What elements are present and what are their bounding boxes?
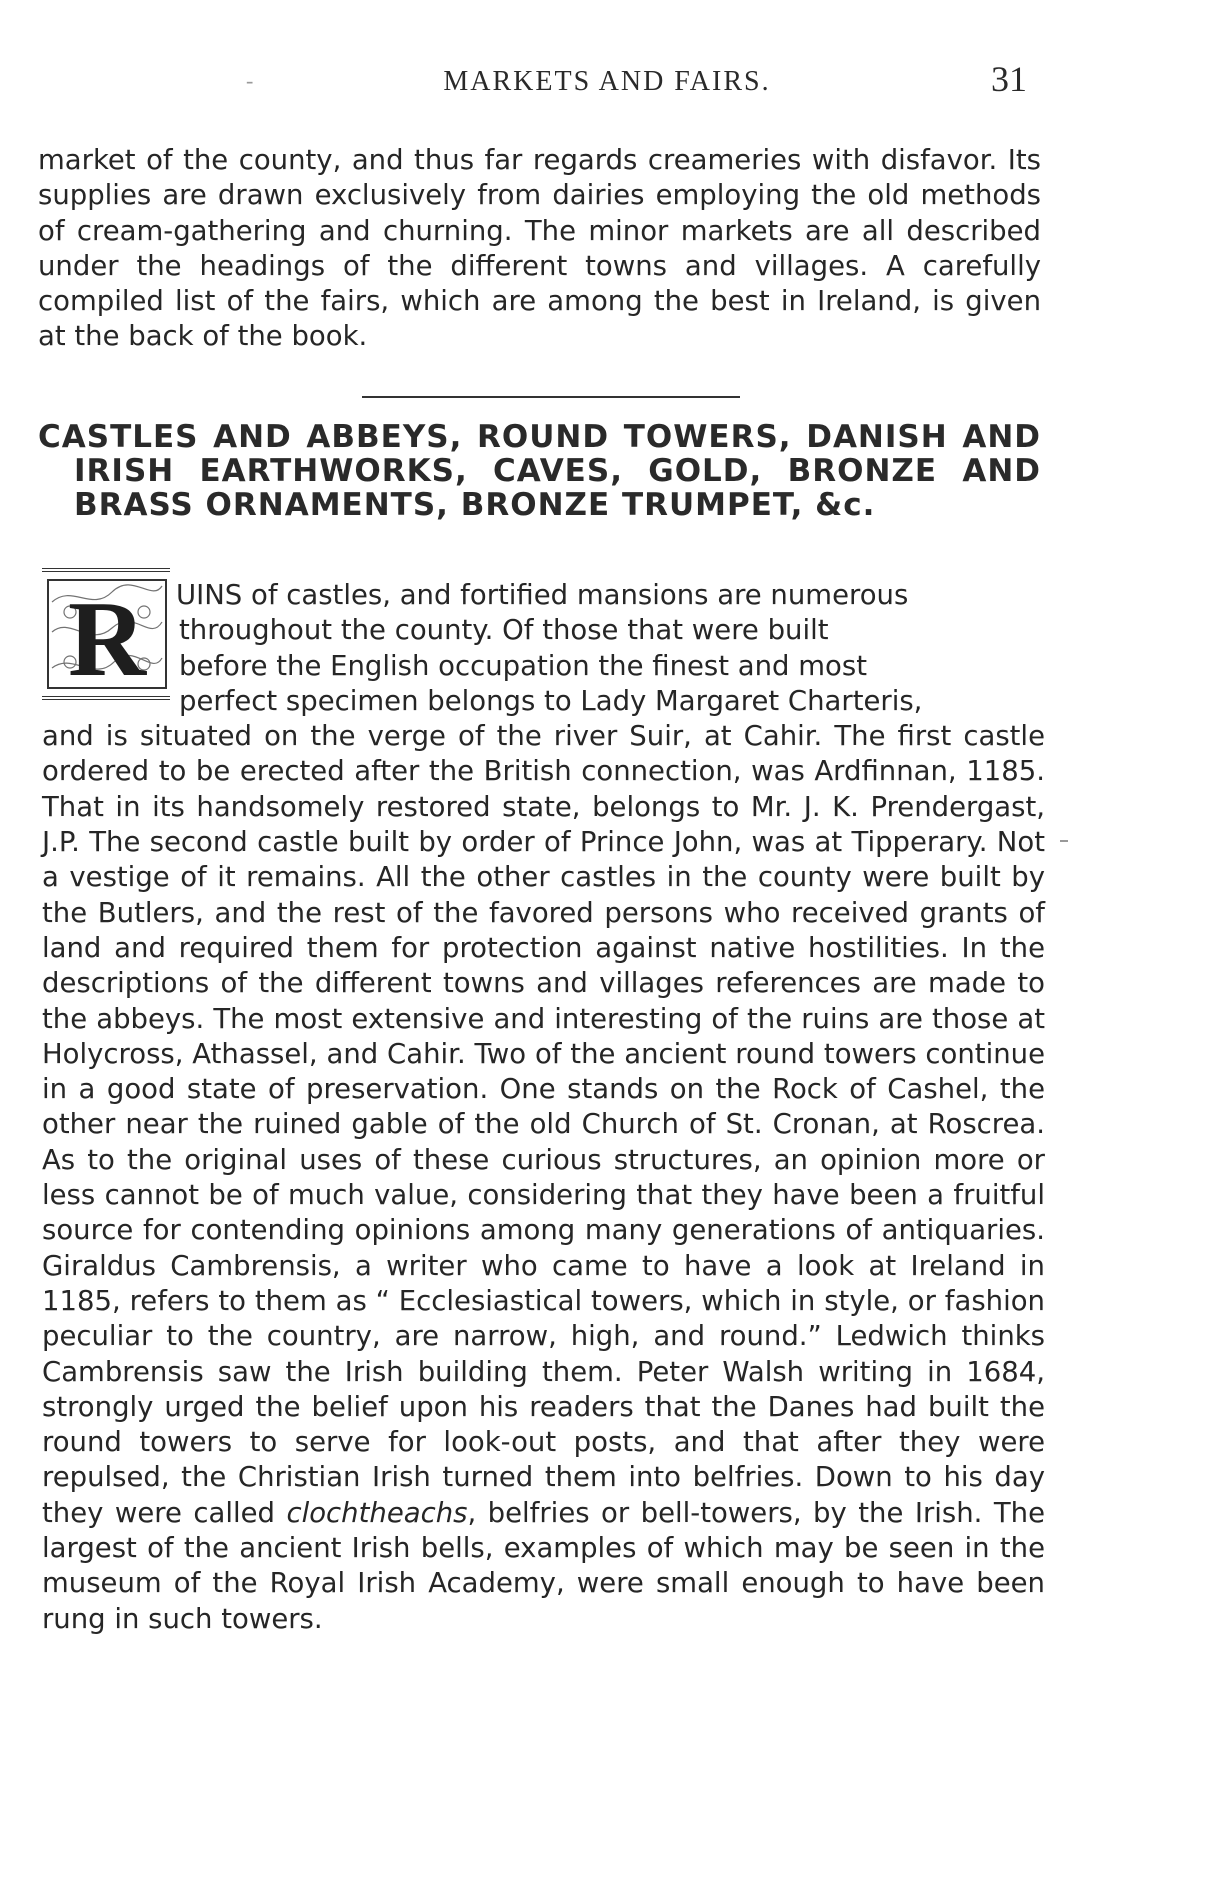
main-paragraph bbox=[42, 578, 1045, 1637]
intro-paragraph: market of the county, and thus far regards creameries with disfavor. Its supplies are drawn exclusively from dairies employing the old methods of cream-gathering and churning. The minor markets are all described under the headings of the different towns and villages. A carefully compiled list of the fairs, which are among the best in Ireland, is given at the back of the book. bbox=[38, 144, 1041, 353]
italic-term: clochtheachs bbox=[286, 1496, 468, 1529]
margin-mark bbox=[1060, 840, 1068, 842]
body-text: and is situated on the verge of the river Suir, at Cahir. The first castle ordered to be erected after the British connection, was Ardfinnan, 1185. That in its handsomely restored state, belongs to Mr. J. K. Prendergast, J.P. The second castle built by order of Prince John, was at Tipperary. Not a vestige of it remains. All the other castles in the county were built by the Butlers, and the rest of the favored persons who received grants of land and required them for protection against native hostilities. In the descriptions of the different towns and villages references are made to the abbeys. The most extensive and interesting of the ruins are those at Holycross, Athassel, and Cahir. Two of the ancient round towers continue in a good state of preservation. One stands on the Rock of Cashel, the other near the ruined gable of the old Church of St. Cronan, at Roscrea. As to the original uses of these curious structures, an opinion more or less cannot be of much value, considering that they have been a fruitful source for contending opinions among many generations of antiquaries. Giraldus Cambrensis, a writer who came to have a look at Ireland in 1185, refers to them as “ Ecclesiastical towers, which in style, or fashion peculiar to the country, are narrow, high, and round.” Ledwich thinks Cambrensis saw the Irish building them. Peter Walsh writing in 1684, strongly urged the belief upon his readers that the Danes had built the round towers to serve for look-out posts, and that after they were repulsed, the Christian Irish turned them into belfries. Down to his day they were called bbox=[42, 720, 1045, 1529]
section-heading: CASTLES AND ABBEYS, ROUND TOWERS, DANISH AND IRISH EARTHWORKS, CAVES, GOLD, BRONZE AND BRASS ORNAMENTS, BRONZE TRUMPET, &c. bbox=[38, 419, 1041, 523]
lead-line-2: throughout the county. Of those that were built bbox=[179, 614, 829, 647]
page-number: 31 bbox=[991, 59, 1027, 99]
lead-line-3: before the English occupation the finest and most bbox=[179, 649, 867, 682]
running-header: MARKETS AND FAIRS. bbox=[443, 66, 771, 97]
lead-line-1: UINS of castles, and fortified mansions are numerous bbox=[176, 579, 909, 611]
body-text-end: , belfries or bell-towers, by the Irish. The largest of the ancient Irish bells, examples of which may be seen in the museum of the Royal Irish Academy, were small enough to have been rung in such towers. bbox=[42, 1496, 1045, 1635]
lead-line-4: perfect specimen belongs to Lady Margaret Charteris, bbox=[179, 684, 923, 717]
header-ornament: - bbox=[246, 68, 254, 93]
section-divider bbox=[362, 396, 740, 398]
svg-text:R: R bbox=[68, 580, 146, 696]
